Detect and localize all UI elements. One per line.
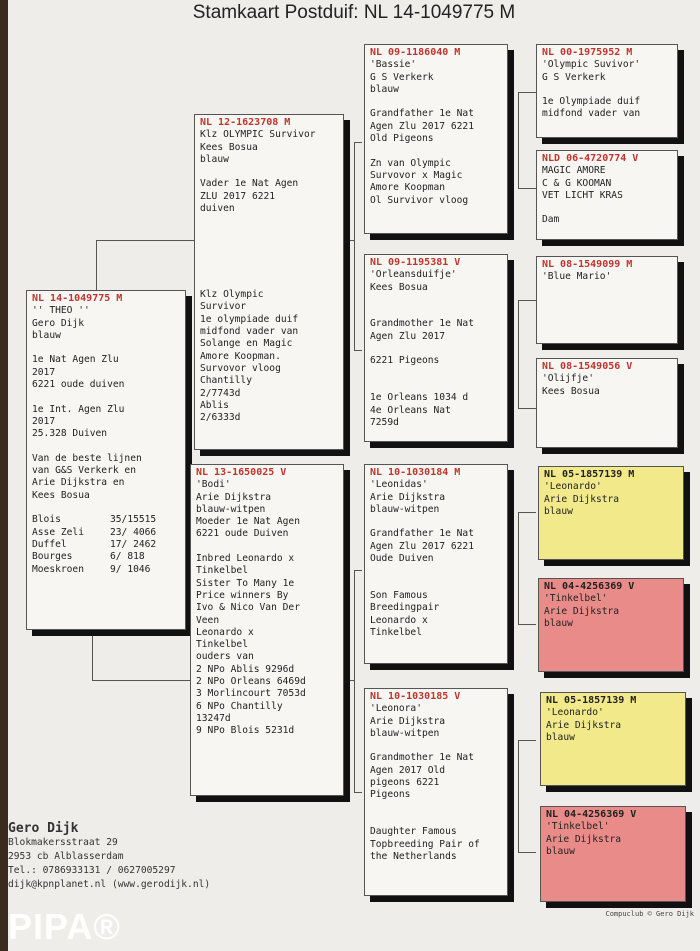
pedigree-sheet <box>8 0 700 951</box>
card-line: blauw <box>370 83 399 95</box>
card-line <box>370 565 502 577</box>
compuclub-credit: Compuclub © Gero Dijk <box>605 910 694 918</box>
card-line: van G&S Verkerk en <box>32 465 136 477</box>
card-line: Dam <box>542 214 560 226</box>
ring-number: NL 05-1857139 M <box>544 469 635 480</box>
card-line: G S Verkerk <box>370 71 434 83</box>
card-line: 7259d <box>370 416 399 428</box>
card-line <box>370 96 502 108</box>
card-line: Daughter Famous <box>370 826 457 838</box>
card-line: 2 NPo Ablis 9296d <box>196 663 295 675</box>
grandfather-maternal-card <box>364 464 508 664</box>
great-grandparent-card <box>536 358 678 448</box>
race-name: Duffel <box>32 538 67 550</box>
connector-line <box>354 570 362 571</box>
card-line: blauw <box>544 505 573 517</box>
card-line: 1e olympiade duif <box>200 313 299 325</box>
card-line: Ablis <box>200 399 229 411</box>
connector-line <box>518 92 536 93</box>
race-result-row <box>32 551 180 563</box>
card-text <box>544 593 678 630</box>
card-line: Survivor <box>200 301 247 313</box>
card-line <box>196 541 338 553</box>
great-grandparent-card <box>540 806 686 902</box>
card-line: 'Leonardo' <box>546 707 604 719</box>
ring-number: NL 04-4256369 V <box>546 809 637 820</box>
card-line: Tinkelbel <box>196 565 248 577</box>
card-line: 'Leonora' <box>370 703 422 715</box>
breeder-phone: Tel.: 0786933131 / 0627005297 <box>8 865 176 876</box>
card-line: 'Bodi' <box>196 479 231 491</box>
card-line: Vader 1e Nat Agen <box>200 178 299 190</box>
card-text <box>544 481 678 518</box>
race-value: 23/ 4066 <box>110 526 157 538</box>
great-grandparent-card <box>538 578 684 672</box>
card-line: Ol Survivor vloog <box>370 194 469 206</box>
card-line <box>542 202 672 214</box>
card-line: Chantilly <box>200 375 252 387</box>
race-value: 35/15515 <box>110 514 157 526</box>
race-name: Blois <box>32 514 61 526</box>
card-line <box>370 578 502 590</box>
great-grandparent-card <box>536 44 678 138</box>
card-line: Arie Dijkstra <box>546 719 622 731</box>
breeder-city: 2953 cb Alblasserdam <box>8 851 124 862</box>
card-line: 2/7743d <box>200 387 241 399</box>
card-line: 25.328 Duiven <box>32 428 108 440</box>
card-line: 6 NPo Chantilly <box>196 700 283 712</box>
connector-line <box>518 408 536 409</box>
card-line: Grandmother 1e Nat <box>370 752 474 764</box>
race-result-row <box>32 527 180 539</box>
card-line: Leonardo x <box>370 614 428 626</box>
card-line: 6221 oude duiven <box>32 379 125 391</box>
card-line <box>32 391 180 403</box>
card-line: Amore Koopman. <box>200 350 281 362</box>
card-line: 1e Nat Agen Zlu <box>32 354 119 366</box>
connector-line <box>346 240 354 241</box>
connector-line <box>92 680 192 681</box>
card-line: Zn van Olympic <box>370 157 451 169</box>
card-line <box>370 145 502 157</box>
card-line <box>370 380 502 392</box>
card-line: Klz Olympic <box>200 289 264 301</box>
card-line <box>370 740 502 752</box>
connector-line <box>518 624 536 625</box>
ring-number: NL 14-1049775 M <box>32 293 123 304</box>
race-result-row <box>32 514 180 526</box>
breeder-name: Gero Dijk <box>8 821 79 836</box>
card-line: 6221 oude Duiven <box>196 528 289 540</box>
card-line <box>200 240 338 252</box>
card-text <box>32 305 180 514</box>
grandmother-paternal-card <box>364 254 508 442</box>
card-text <box>546 821 680 858</box>
card-line: ouders van <box>196 651 254 663</box>
card-line <box>370 802 502 814</box>
connector-line <box>518 300 536 301</box>
great-grandparent-card <box>536 256 678 344</box>
card-line: Agen 2017 Old <box>370 764 446 776</box>
grandfather-paternal-card <box>364 44 508 234</box>
connector-line <box>518 512 519 624</box>
connector-line <box>518 512 536 513</box>
card-line: Arie Dijkstra <box>196 491 272 503</box>
card-line: Veen <box>196 614 220 626</box>
card-line: Arie Dijkstra en <box>32 477 125 489</box>
ring-number: NL 09-1195381 V <box>370 257 461 268</box>
card-line: Klz OLYMPIC Survivor <box>200 129 316 141</box>
race-name: Moeskroen <box>32 563 84 575</box>
connector-line <box>92 628 93 680</box>
card-line: Arie Dijkstra <box>544 493 620 505</box>
card-line: Tinkelbel <box>196 639 248 651</box>
card-line: midfond vader van <box>200 326 299 338</box>
card-line: Agen Zlu 2017 <box>370 330 446 342</box>
connector-line <box>518 92 519 188</box>
connector-line <box>346 680 354 681</box>
great-grandparent-card <box>536 150 678 240</box>
card-line: blauw-witpen <box>370 727 440 739</box>
card-line: Arie Dijkstra <box>544 605 620 617</box>
card-line <box>370 814 502 826</box>
card-line: Agen Zlu 2017 6221 <box>370 540 474 552</box>
card-line <box>32 441 180 453</box>
card-line: Van de beste lijnen <box>32 452 142 464</box>
card-text <box>546 707 680 744</box>
card-line: duiven <box>200 203 235 215</box>
ring-number: NL 09-1186040 M <box>370 47 461 58</box>
card-line: Solange en Magic <box>200 338 293 350</box>
connector-line <box>518 740 536 741</box>
card-line <box>200 265 338 277</box>
card-line: Arie Dijkstra <box>370 715 446 727</box>
great-grandparent-card <box>540 692 686 786</box>
card-text <box>542 271 672 283</box>
card-line: 6221 Pigeons <box>370 355 440 367</box>
card-text <box>542 165 672 226</box>
card-text <box>370 269 502 429</box>
card-line: 9 NPo Blois 5231d <box>196 725 295 737</box>
card-line: Tinkelbel <box>370 626 422 638</box>
card-line: 'Olympic Suvivor' <box>542 59 641 71</box>
card-line: 3 Morlincourt 7053d <box>196 688 306 700</box>
card-line: Grandfather 1e Nat <box>370 528 474 540</box>
card-text <box>542 59 672 120</box>
ring-number: NL 08-1549056 V <box>542 361 633 372</box>
card-text <box>370 59 502 207</box>
card-line: 'Blue Mario' <box>542 271 612 283</box>
card-line: Sister To Many 1e <box>196 577 295 589</box>
card-line: 'Leonardo' <box>544 481 602 493</box>
card-line: 2017 <box>32 415 56 427</box>
card-line <box>200 215 338 227</box>
card-line: Kees Bosua <box>32 489 90 501</box>
card-line: 'Orleansduifje' <box>370 269 457 281</box>
card-line <box>542 84 672 96</box>
race-result-row <box>32 564 180 576</box>
connector-line <box>354 142 355 350</box>
race-name: Bourges <box>32 551 73 563</box>
card-line: blauw <box>32 329 61 341</box>
card-line: 13247d <box>196 712 231 724</box>
ring-number: NL 04-4256369 V <box>544 581 635 592</box>
card-line: Oude Duiven <box>370 553 434 565</box>
breeder-info <box>8 822 210 892</box>
card-line: Arie Dijkstra <box>370 491 446 503</box>
card-line: Agen Zlu 2017 6221 <box>370 120 474 132</box>
card-line: Survovor x Magic <box>370 169 463 181</box>
ring-number: NL 00-1975952 M <box>542 47 633 58</box>
card-line <box>32 502 180 514</box>
ring-number: NL 08-1549099 M <box>542 259 633 270</box>
card-line: Breedingpair <box>370 602 440 614</box>
card-line: blauw <box>544 617 573 629</box>
card-line <box>370 368 502 380</box>
ring-number: NL 05-1857139 M <box>546 695 637 706</box>
ring-number: NL 13-1650025 V <box>196 467 287 478</box>
ring-number: NL 10-1030185 V <box>370 691 461 702</box>
card-line <box>32 342 180 354</box>
card-line: Grandfather 1e Nat <box>370 108 474 120</box>
race-result-row <box>32 539 180 551</box>
card-line: Old Pigeons <box>370 133 434 145</box>
card-line <box>200 166 338 178</box>
connector-line <box>354 350 362 351</box>
card-line: 2017 <box>32 366 56 378</box>
card-line: Son Famous <box>370 589 428 601</box>
card-line: Kees Bosua <box>542 385 600 397</box>
card-line: 'Olijfje' <box>542 373 594 385</box>
card-line: 4e Orleans Nat <box>370 404 451 416</box>
card-line: pigeons 6221 <box>370 777 440 789</box>
card-line: Inbred Leonardo x <box>196 553 295 565</box>
pipa-logo: PIPA® <box>8 906 121 947</box>
card-line: Ivo & Nico Van Der <box>196 602 300 614</box>
connector-line <box>518 300 519 408</box>
ring-number: NLD 06-4720774 V <box>542 153 639 164</box>
card-line: 1e Olympiade duif <box>542 96 641 108</box>
connector-line <box>354 570 355 792</box>
card-line: Kees Bosua <box>370 281 428 293</box>
card-line: VET LICHT KRAS <box>542 189 623 201</box>
card-line <box>370 516 502 528</box>
card-line: blauw-witpen <box>196 503 266 515</box>
card-line <box>370 306 502 318</box>
card-text <box>370 703 502 863</box>
card-line: 'Leonidas' <box>370 479 428 491</box>
page-title: Stamkaart Postduif: NL 14-1049775 M <box>192 2 516 23</box>
card-line <box>370 343 502 355</box>
connector-line <box>518 188 536 189</box>
card-line: Survovor vloog <box>200 362 281 374</box>
main-pigeon-card <box>26 290 186 630</box>
connector-line <box>354 792 362 793</box>
race-results <box>32 514 180 575</box>
card-line: 'Tinkelbel' <box>546 821 610 833</box>
card-line: Moeder 1e Nat Agen <box>196 516 300 528</box>
card-line: Grandmother 1e Nat <box>370 318 474 330</box>
card-line: Arie Dijkstra <box>546 833 622 845</box>
breeder-web: dijk@kpnplanet.nl (www.gerodijk.nl) <box>8 879 211 890</box>
connector-line <box>518 740 519 852</box>
card-line <box>200 252 338 264</box>
card-line: Price winners By <box>196 589 289 601</box>
card-line: C & G KOOMAN <box>542 177 612 189</box>
card-line: 'Tinkelbel' <box>544 593 608 605</box>
card-line: the Netherlands <box>370 850 457 862</box>
card-line: 1e Int. Agen Zlu <box>32 403 125 415</box>
card-line: blauw <box>200 153 229 165</box>
card-line: 2 NPo Orleans 6469d <box>196 676 306 688</box>
mother-card <box>190 464 344 796</box>
ring-number: NL 10-1030184 M <box>370 467 461 478</box>
card-line: blauw <box>546 731 575 743</box>
card-line: midfond vader van <box>542 108 641 120</box>
connector-line <box>354 142 362 143</box>
ring-number: NL 12-1623708 M <box>200 117 291 128</box>
card-line: 1e Orleans 1034 d <box>370 392 469 404</box>
card-line: 2/6333d <box>200 412 241 424</box>
great-grandparent-card <box>538 466 684 560</box>
connector-line <box>96 240 194 241</box>
card-line <box>370 294 502 306</box>
race-value: 17/ 2462 <box>110 538 157 550</box>
card-line: '' THEO '' <box>32 305 90 317</box>
grandmother-maternal-card <box>364 688 508 896</box>
card-text <box>200 129 338 424</box>
card-line: G S Verkerk <box>542 71 606 83</box>
card-line: Leonardo x <box>196 626 254 638</box>
race-value: 9/ 1046 <box>110 563 151 575</box>
connector-line <box>518 852 536 853</box>
card-line: Amore Koopman <box>370 182 446 194</box>
breeder-street: Blokmakersstraat 29 <box>8 837 118 848</box>
card-line <box>200 277 338 289</box>
card-line: 'Bassie' <box>370 59 417 71</box>
race-value: 6/ 818 <box>110 551 145 563</box>
race-name: Asse Zeli <box>32 526 84 538</box>
card-line: Kees Bosua <box>200 141 258 153</box>
father-card <box>194 114 344 450</box>
card-line <box>200 228 338 240</box>
card-line: blauw-witpen <box>370 503 440 515</box>
card-line: Gero Dijk <box>32 317 84 329</box>
card-text <box>542 373 672 398</box>
card-line: Pigeons <box>370 789 411 801</box>
card-text <box>370 479 502 639</box>
connector-line <box>96 240 97 292</box>
card-line: blauw <box>546 845 575 857</box>
card-line: Topbreeding Pair of <box>370 838 480 850</box>
card-line: MAGIC AMORE <box>542 165 606 177</box>
card-line: ZLU 2017 6221 <box>200 190 276 202</box>
card-text <box>196 479 338 737</box>
